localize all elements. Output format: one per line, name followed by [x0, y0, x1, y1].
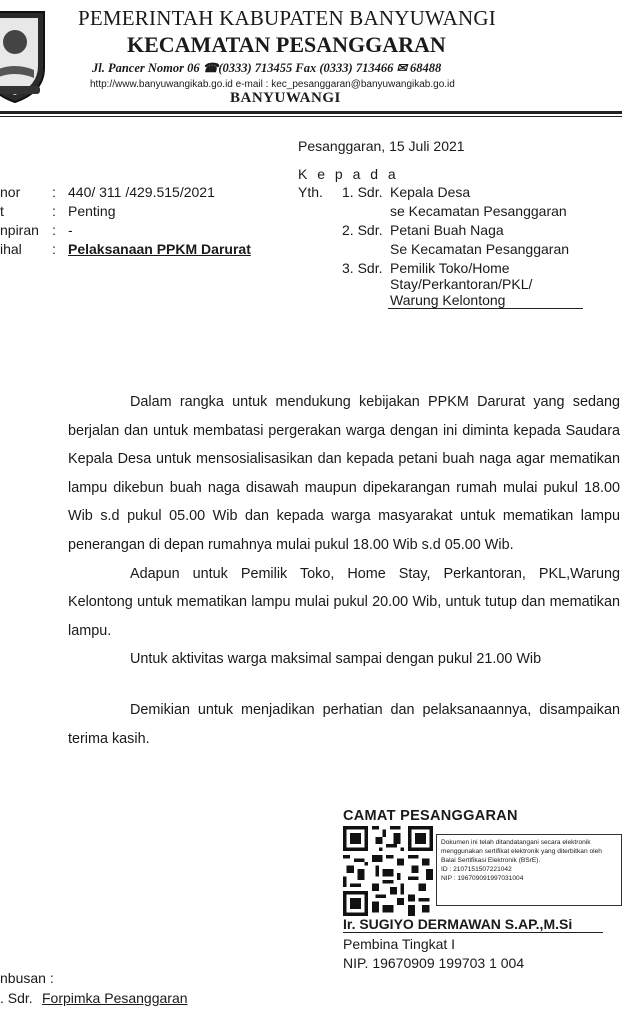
recipient-1-number: 1. Sdr. [342, 184, 383, 200]
e-signature-note-box [436, 834, 622, 906]
paragraph-gap [68, 674, 620, 696]
meta-sep: : [52, 241, 56, 257]
signatory-underline [343, 932, 603, 933]
body-paragraph-1: Dalam rangka untuk mendukung kebijakan PPKM Darurat yang sedang berjalan dan untuk membatasi pergerakan warga dengan ini diminta kepada Saudara Kepala Desa untuk mensosialisasikan dan kepada petani buah naga agar mematikan lampu dikebun buah naga disawah maupun dipekarangan rumah mulai pukul 18.00 Wib s.d pukul 05.00 Wib dan kepada warga masyarakat untuk mematikan lampu penerangan di depan rumahnya mulai pukul 18.00 Wib s.d 05.00 Wib. [68, 394, 620, 553]
letterhead-address: Jl. Pancer Nomor 06 ☎(0333) 713455 Fax (0333) 713466 ✉ 68488 [92, 61, 442, 75]
meta-sep: : [52, 203, 56, 219]
letter-body [68, 388, 620, 753]
recipient-3-line1: Pemilik Toko/Home [390, 260, 510, 276]
letterhead-city: BANYUWANGI [230, 90, 341, 106]
meta-value-sifat: Penting [68, 203, 116, 219]
e-signature-id: ID : 2107151507221042 [441, 866, 512, 873]
signature-title: CAMAT PESANGGARAN [343, 808, 518, 824]
meta-label-nomor: nor [0, 184, 21, 200]
letterhead-divider-thin [0, 116, 622, 117]
recipient-3-number: 3. Sdr. [342, 260, 383, 276]
body-paragraph-closing: Demikian untuk menjadikan perhatian dan pelaksanaannya, disampaikan terima kasih. [68, 701, 620, 747]
body-paragraph-2: Adapun untuk Pemilik Toko, Home Stay, Perkantoran, PKL,Warung Kelontong untuk mematikan lampu mulai pukul 20.00 Wib, untuk tutup dan mematikan lampu. [68, 565, 620, 639]
recipient-2-line1: Petani Buah Naga [390, 222, 504, 238]
recipient-2-line2: Se Kecamatan Pesanggaran [390, 241, 570, 257]
recipient-list-underline [388, 308, 583, 309]
regency-emblem-logo [0, 8, 48, 104]
meta-sep: : [52, 184, 56, 200]
letter-place-date: Pesanggaran, 15 Juli 2021 [298, 138, 465, 154]
letterhead-divider-thick [0, 111, 622, 114]
cc-label: nbusan : [0, 970, 54, 986]
meta-value-nomor: 440/ 311 /429.515/2021 [68, 184, 215, 200]
letterhead-office: KECAMATAN PESANGGARAN [127, 32, 446, 57]
e-signature-nip: NIP : 196709091997031004 [441, 875, 524, 882]
signatory-name: Ir. SUGIYO DERMAWAN S.AP.,M.Si [343, 916, 573, 932]
signatory-nip: NIP. 19670909 199703 1 004 [343, 955, 525, 971]
meta-label-perihal: ihal [0, 241, 22, 257]
letterhead-government: PEMERINTAH KABUPATEN BANYUWANGI [78, 6, 496, 30]
recipient-3-line3: Warung Kelontong [390, 292, 506, 308]
recipient-1-line1: Kepala Desa [390, 184, 471, 200]
qr-code [343, 826, 433, 916]
meta-label-lampiran: npiran [0, 222, 39, 238]
signatory-rank: Pembina Tingkat I [343, 936, 456, 952]
body-paragraph-3: Untuk aktivitas warga maksimal sampai dengan pukul 21.00 Wib [130, 651, 542, 668]
meta-label-sifat: t [0, 203, 4, 219]
meta-value-lampiran: - [68, 222, 73, 238]
letter-kepada: K e p a d a [298, 166, 399, 182]
recipient-yth: Yth. [298, 184, 323, 200]
meta-value-perihal: Pelaksanaan PPKM Darurat [68, 241, 251, 257]
letterhead-web-email: http://www.banyuwangikab.go.id e-mail : kec_pesanggaran@banyuwangikab.go.id [90, 79, 455, 90]
recipient-2-number: 2. Sdr. [342, 222, 383, 238]
cc-item-number: . Sdr. [0, 990, 33, 1006]
recipient-1-line2: se Kecamatan Pesanggaran [390, 203, 567, 219]
meta-sep: : [52, 222, 56, 238]
cc-item-name: Forpimka Pesanggaran [42, 990, 188, 1006]
recipient-3-line2: Stay/Perkantoran/PKL/ [390, 276, 533, 292]
e-signature-note: Dokumen ini telah ditandatangani secara elektronik menggunakan sertifikat elektronik yang diterbitkan oleh Balai Sertifikasi Elektronik (BSrE). [441, 839, 602, 864]
